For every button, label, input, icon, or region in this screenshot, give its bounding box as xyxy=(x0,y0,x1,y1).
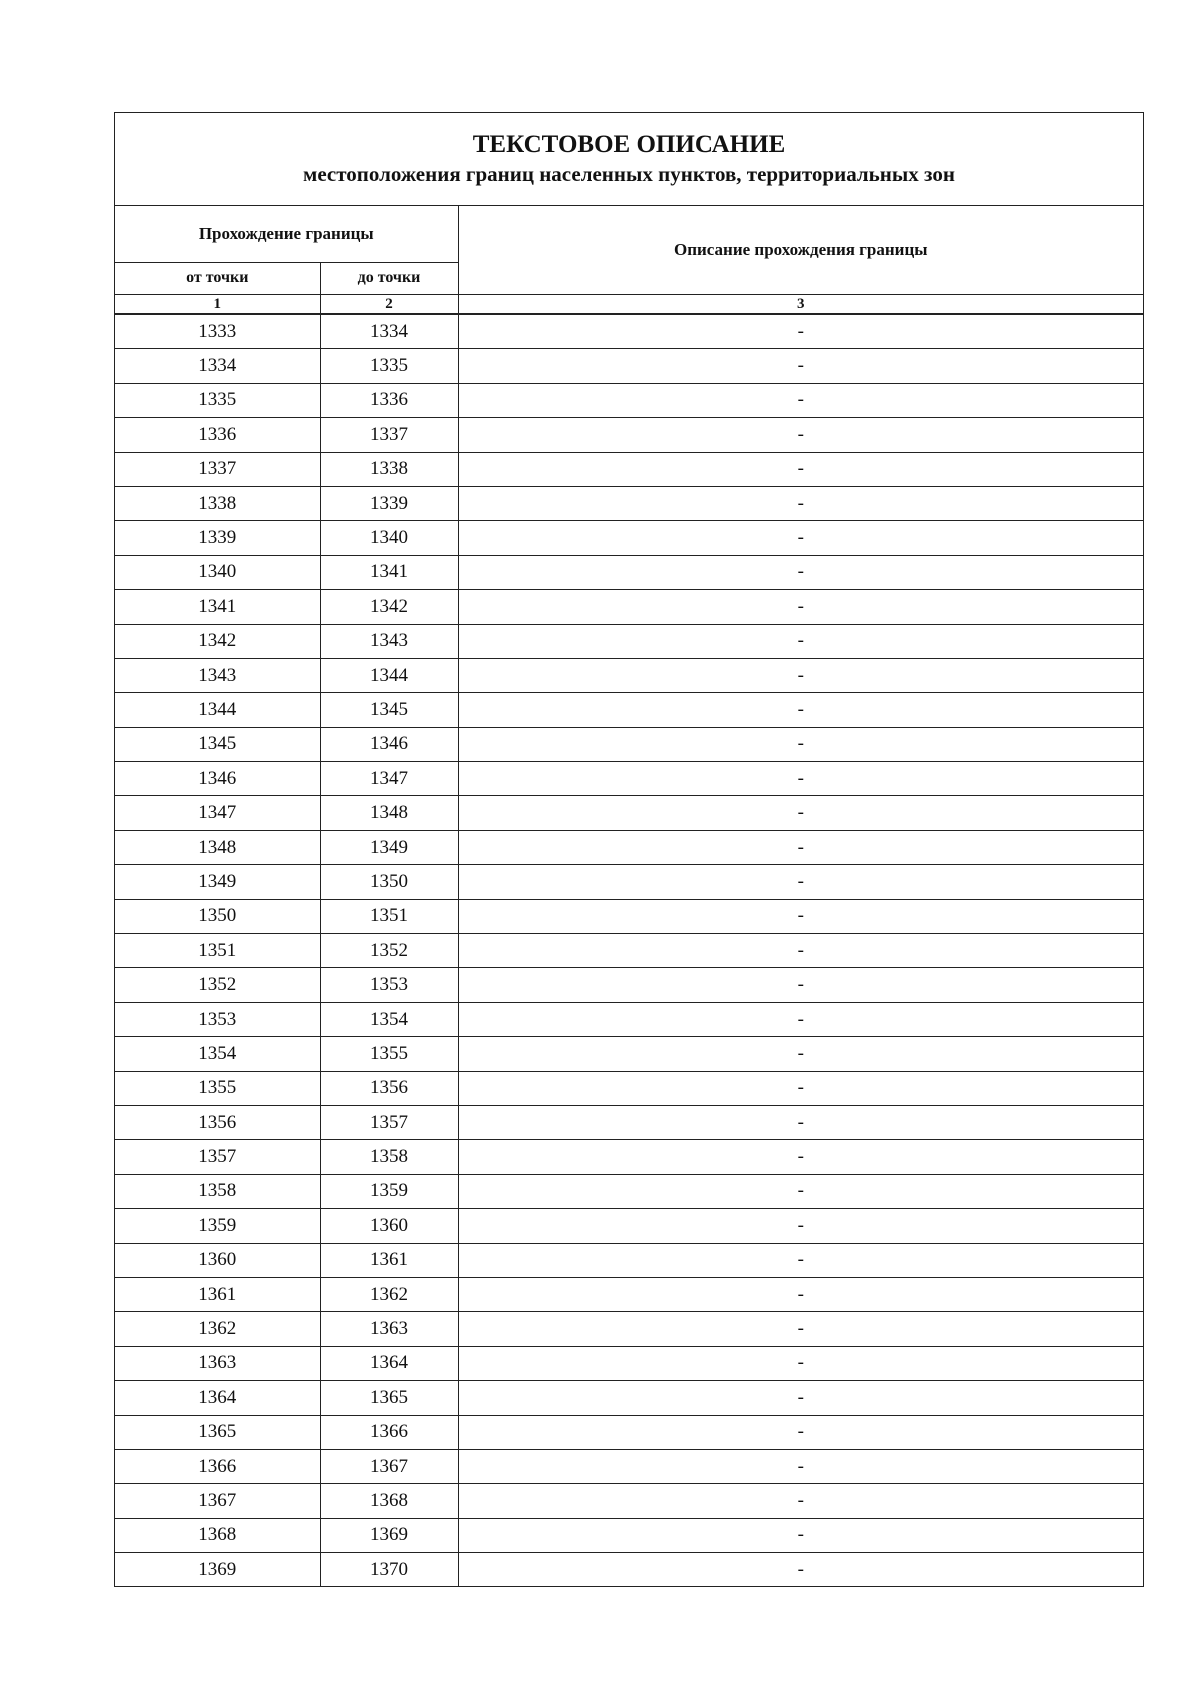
from-point-cell: 1350 xyxy=(115,899,320,933)
to-point-cell: 1337 xyxy=(320,418,458,452)
table-row xyxy=(115,1209,1143,1243)
to-point-cell: 1360 xyxy=(320,1209,458,1243)
description-cell: - xyxy=(458,1002,1143,1036)
description-cell: - xyxy=(458,314,1143,349)
description-cell: - xyxy=(458,899,1143,933)
from-point-cell: 1346 xyxy=(115,762,320,796)
from-point-cell: 1363 xyxy=(115,1346,320,1380)
to-point-cell: 1335 xyxy=(320,349,458,383)
table-row xyxy=(115,486,1143,520)
table-row xyxy=(115,1415,1143,1449)
to-point-cell: 1358 xyxy=(320,1140,458,1174)
table-row xyxy=(115,452,1143,486)
description-cell: - xyxy=(458,486,1143,520)
description-cell: - xyxy=(458,1449,1143,1483)
from-point-cell: 1342 xyxy=(115,624,320,658)
to-point-cell: 1361 xyxy=(320,1243,458,1277)
title-block xyxy=(115,113,1143,206)
description-cell: - xyxy=(458,1381,1143,1415)
table-row xyxy=(115,555,1143,589)
from-point-cell: 1349 xyxy=(115,865,320,899)
from-point-cell: 1351 xyxy=(115,934,320,968)
to-point-cell: 1339 xyxy=(320,486,458,520)
table-row xyxy=(115,418,1143,452)
description-cell: - xyxy=(458,590,1143,624)
table-row xyxy=(115,1174,1143,1208)
to-point-cell: 1364 xyxy=(320,1346,458,1380)
from-point-cell: 1334 xyxy=(115,349,320,383)
description-cell: - xyxy=(458,1174,1143,1208)
to-point-cell: 1370 xyxy=(320,1553,458,1587)
description-cell: - xyxy=(458,1037,1143,1071)
table-row xyxy=(115,1140,1143,1174)
from-point-cell: 1347 xyxy=(115,796,320,830)
to-point-cell: 1338 xyxy=(320,452,458,486)
description-cell: - xyxy=(458,830,1143,864)
from-point-cell: 1359 xyxy=(115,1209,320,1243)
table-row xyxy=(115,1071,1143,1105)
table-row xyxy=(115,1346,1143,1380)
description-cell: - xyxy=(458,1484,1143,1518)
table-row xyxy=(115,1243,1143,1277)
description-cell: - xyxy=(458,349,1143,383)
column-number-1: 1 xyxy=(115,294,320,314)
table-row xyxy=(115,693,1143,727)
to-point-cell: 1353 xyxy=(320,968,458,1002)
from-point-cell: 1353 xyxy=(115,1002,320,1036)
from-point-cell: 1354 xyxy=(115,1037,320,1071)
from-point-cell: 1336 xyxy=(115,418,320,452)
table-row xyxy=(115,1449,1143,1483)
table-row xyxy=(115,658,1143,692)
to-point-cell: 1351 xyxy=(320,899,458,933)
table-row xyxy=(115,968,1143,1002)
boundary-table xyxy=(115,206,1143,1586)
to-point-cell: 1344 xyxy=(320,658,458,692)
description-cell: - xyxy=(458,693,1143,727)
from-point-cell: 1361 xyxy=(115,1277,320,1311)
to-point-cell: 1369 xyxy=(320,1518,458,1552)
document-subtitle: местоположения границ населенных пунктов, территориальных зон xyxy=(303,162,955,186)
to-point-cell: 1367 xyxy=(320,1449,458,1483)
table-row xyxy=(115,314,1143,349)
to-point-cell: 1354 xyxy=(320,1002,458,1036)
table-row xyxy=(115,762,1143,796)
description-cell: - xyxy=(458,658,1143,692)
from-point-cell: 1348 xyxy=(115,830,320,864)
to-point-cell: 1356 xyxy=(320,1071,458,1105)
table-row xyxy=(115,865,1143,899)
table-body xyxy=(115,314,1143,1586)
table-row xyxy=(115,590,1143,624)
table-row xyxy=(115,1553,1143,1587)
to-point-cell: 1341 xyxy=(320,555,458,589)
from-point-cell: 1368 xyxy=(115,1518,320,1552)
to-point-cell: 1347 xyxy=(320,762,458,796)
header-boundary-passage: Прохождение границы xyxy=(115,206,458,262)
description-cell: - xyxy=(458,1140,1143,1174)
from-point-cell: 1355 xyxy=(115,1071,320,1105)
from-point-cell: 1367 xyxy=(115,1484,320,1518)
from-point-cell: 1365 xyxy=(115,1415,320,1449)
from-point-cell: 1360 xyxy=(115,1243,320,1277)
from-point-cell: 1341 xyxy=(115,590,320,624)
column-number-2: 2 xyxy=(320,294,458,314)
to-point-cell: 1349 xyxy=(320,830,458,864)
to-point-cell: 1368 xyxy=(320,1484,458,1518)
to-point-cell: 1359 xyxy=(320,1174,458,1208)
table-row xyxy=(115,349,1143,383)
table-row xyxy=(115,624,1143,658)
from-point-cell: 1339 xyxy=(115,521,320,555)
description-cell: - xyxy=(458,1243,1143,1277)
header-from-point: от точки xyxy=(115,262,320,294)
description-cell: - xyxy=(458,1209,1143,1243)
to-point-cell: 1340 xyxy=(320,521,458,555)
from-point-cell: 1366 xyxy=(115,1449,320,1483)
description-cell: - xyxy=(458,624,1143,658)
description-cell: - xyxy=(458,1105,1143,1139)
description-cell: - xyxy=(458,555,1143,589)
to-point-cell: 1366 xyxy=(320,1415,458,1449)
from-point-cell: 1344 xyxy=(115,693,320,727)
description-cell: - xyxy=(458,1518,1143,1552)
header-to-point: до точки xyxy=(320,262,458,294)
table-row xyxy=(115,1381,1143,1415)
to-point-cell: 1346 xyxy=(320,727,458,761)
description-cell: - xyxy=(458,762,1143,796)
to-point-cell: 1357 xyxy=(320,1105,458,1139)
table-row xyxy=(115,796,1143,830)
from-point-cell: 1335 xyxy=(115,383,320,417)
to-point-cell: 1336 xyxy=(320,383,458,417)
document-title: ТЕКСТОВОЕ ОПИСАНИЕ xyxy=(472,131,786,158)
table-row xyxy=(115,1277,1143,1311)
from-point-cell: 1364 xyxy=(115,1381,320,1415)
to-point-cell: 1352 xyxy=(320,934,458,968)
description-cell: - xyxy=(458,383,1143,417)
description-cell: - xyxy=(458,452,1143,486)
description-cell: - xyxy=(458,1346,1143,1380)
to-point-cell: 1365 xyxy=(320,1381,458,1415)
description-cell: - xyxy=(458,796,1143,830)
to-point-cell: 1342 xyxy=(320,590,458,624)
boundary-description-document xyxy=(114,112,1144,1587)
to-point-cell: 1350 xyxy=(320,865,458,899)
from-point-cell: 1340 xyxy=(115,555,320,589)
description-cell: - xyxy=(458,1071,1143,1105)
table-row xyxy=(115,1484,1143,1518)
description-cell: - xyxy=(458,934,1143,968)
description-cell: - xyxy=(458,968,1143,1002)
description-cell: - xyxy=(458,727,1143,761)
table-row xyxy=(115,899,1143,933)
from-point-cell: 1345 xyxy=(115,727,320,761)
to-point-cell: 1334 xyxy=(320,314,458,349)
from-point-cell: 1333 xyxy=(115,314,320,349)
table-row xyxy=(115,1002,1143,1036)
column-number-3: 3 xyxy=(458,294,1143,314)
table-row xyxy=(115,934,1143,968)
table-row xyxy=(115,383,1143,417)
from-point-cell: 1362 xyxy=(115,1312,320,1346)
description-cell: - xyxy=(458,1553,1143,1587)
from-point-cell: 1356 xyxy=(115,1105,320,1139)
to-point-cell: 1355 xyxy=(320,1037,458,1071)
to-point-cell: 1348 xyxy=(320,796,458,830)
table-row xyxy=(115,1518,1143,1552)
description-cell: - xyxy=(458,1415,1143,1449)
header-description: Описание прохождения границы xyxy=(458,206,1143,294)
to-point-cell: 1345 xyxy=(320,693,458,727)
from-point-cell: 1352 xyxy=(115,968,320,1002)
description-cell: - xyxy=(458,865,1143,899)
to-point-cell: 1363 xyxy=(320,1312,458,1346)
from-point-cell: 1337 xyxy=(115,452,320,486)
from-point-cell: 1343 xyxy=(115,658,320,692)
description-cell: - xyxy=(458,521,1143,555)
table-row xyxy=(115,830,1143,864)
table-row xyxy=(115,1105,1143,1139)
table-row xyxy=(115,521,1143,555)
from-point-cell: 1369 xyxy=(115,1553,320,1587)
to-point-cell: 1362 xyxy=(320,1277,458,1311)
to-point-cell: 1343 xyxy=(320,624,458,658)
from-point-cell: 1358 xyxy=(115,1174,320,1208)
table-row xyxy=(115,1037,1143,1071)
from-point-cell: 1357 xyxy=(115,1140,320,1174)
description-cell: - xyxy=(458,418,1143,452)
table-row xyxy=(115,1312,1143,1346)
table-row xyxy=(115,727,1143,761)
from-point-cell: 1338 xyxy=(115,486,320,520)
description-cell: - xyxy=(458,1312,1143,1346)
description-cell: - xyxy=(458,1277,1143,1311)
